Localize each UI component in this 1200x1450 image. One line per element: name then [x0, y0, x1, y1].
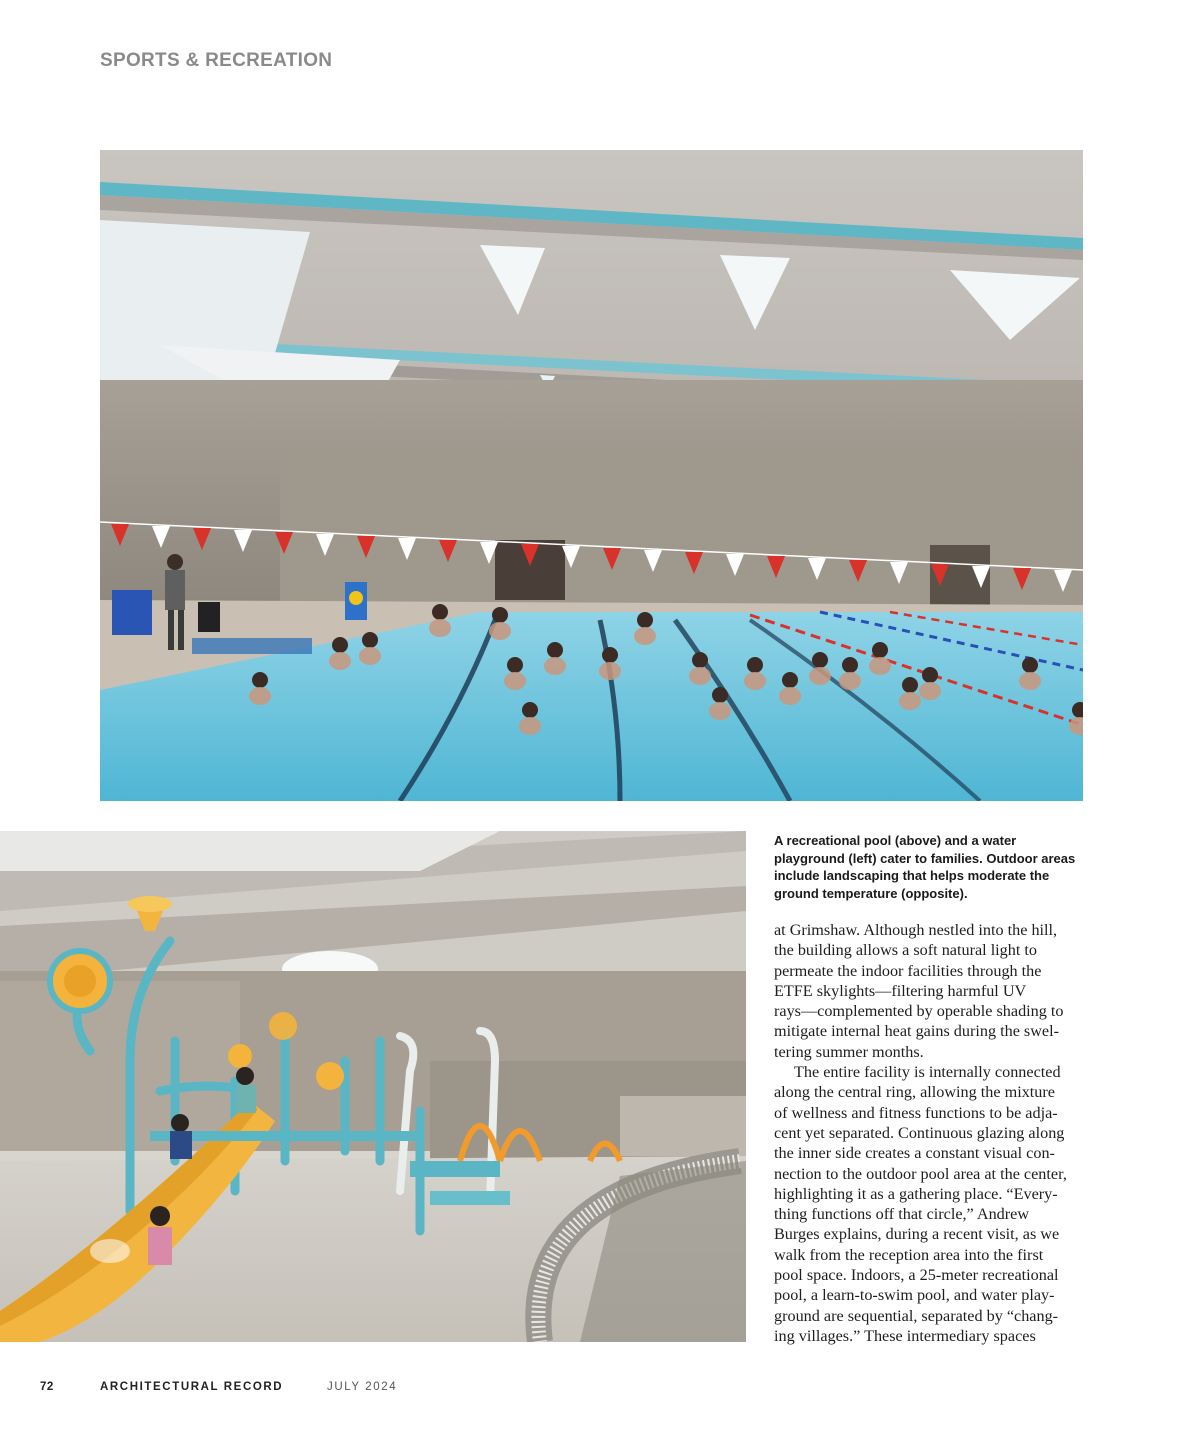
article-line: the building allows a soft natural light to: [774, 941, 1038, 960]
article-line: cent yet separated. Continuous glazing along: [774, 1123, 1065, 1142]
article-line: ETFE skylights—filtering harmful UV: [774, 981, 1027, 1000]
publication-name: ARCHITECTURAL RECORD: [100, 1381, 284, 1393]
article-line: pool space. Indoors, a 25-meter recreational: [774, 1266, 1059, 1285]
article-line: tering summer months.: [774, 1042, 924, 1061]
article-body: [774, 920, 1084, 1346]
article-line: ing villages.” These intermediary spaces: [774, 1326, 1036, 1345]
article-line: of wellness and fitness functions to be adja-: [774, 1103, 1058, 1122]
section-label: SPORTS & RECREATION: [100, 50, 333, 71]
article-line: mitigate internal heat gains during the swel-: [774, 1022, 1059, 1041]
article-line: at Grimshaw. Although nestled into the hill,: [774, 921, 1058, 939]
article-line: permeate the indoor facilities through the: [774, 961, 1042, 980]
article-line: The entire facility is internally connected: [794, 1063, 1061, 1082]
article-line: ground are sequential, separated by “chang-: [774, 1306, 1059, 1325]
article-line: the inner side creates a constant visual con-: [774, 1144, 1055, 1163]
article-line: along the central ring, allowing the mixture: [774, 1083, 1055, 1102]
article-line: rays—complemented by operable shading to: [774, 1002, 1064, 1021]
article-line: walk from the reception area into the first: [774, 1245, 1044, 1264]
page-footer: [40, 1381, 1200, 1399]
article-line: highlighting it as a gathering place. “Every-: [774, 1184, 1058, 1203]
page-number: 72: [40, 1381, 54, 1393]
water-playground-photo: [0, 831, 746, 1342]
article-line: Burges explains, during a recent visit, as we: [774, 1225, 1060, 1244]
recreational-pool-photo: [100, 150, 1083, 801]
article-line: thing functions off that circle,” Andrew: [774, 1205, 1030, 1224]
photo-caption: A recreational pool (above) and a water playground (left) cater to families. Outdoor areas include landscaping that helps moderate the ground temperature (opposite).: [774, 833, 1076, 901]
issue-date: JULY 2024: [327, 1381, 398, 1393]
article-line: pool, a learn-to-swim pool, and water play-: [774, 1286, 1055, 1305]
article-line: nection to the outdoor pool area at the center,: [774, 1164, 1067, 1183]
